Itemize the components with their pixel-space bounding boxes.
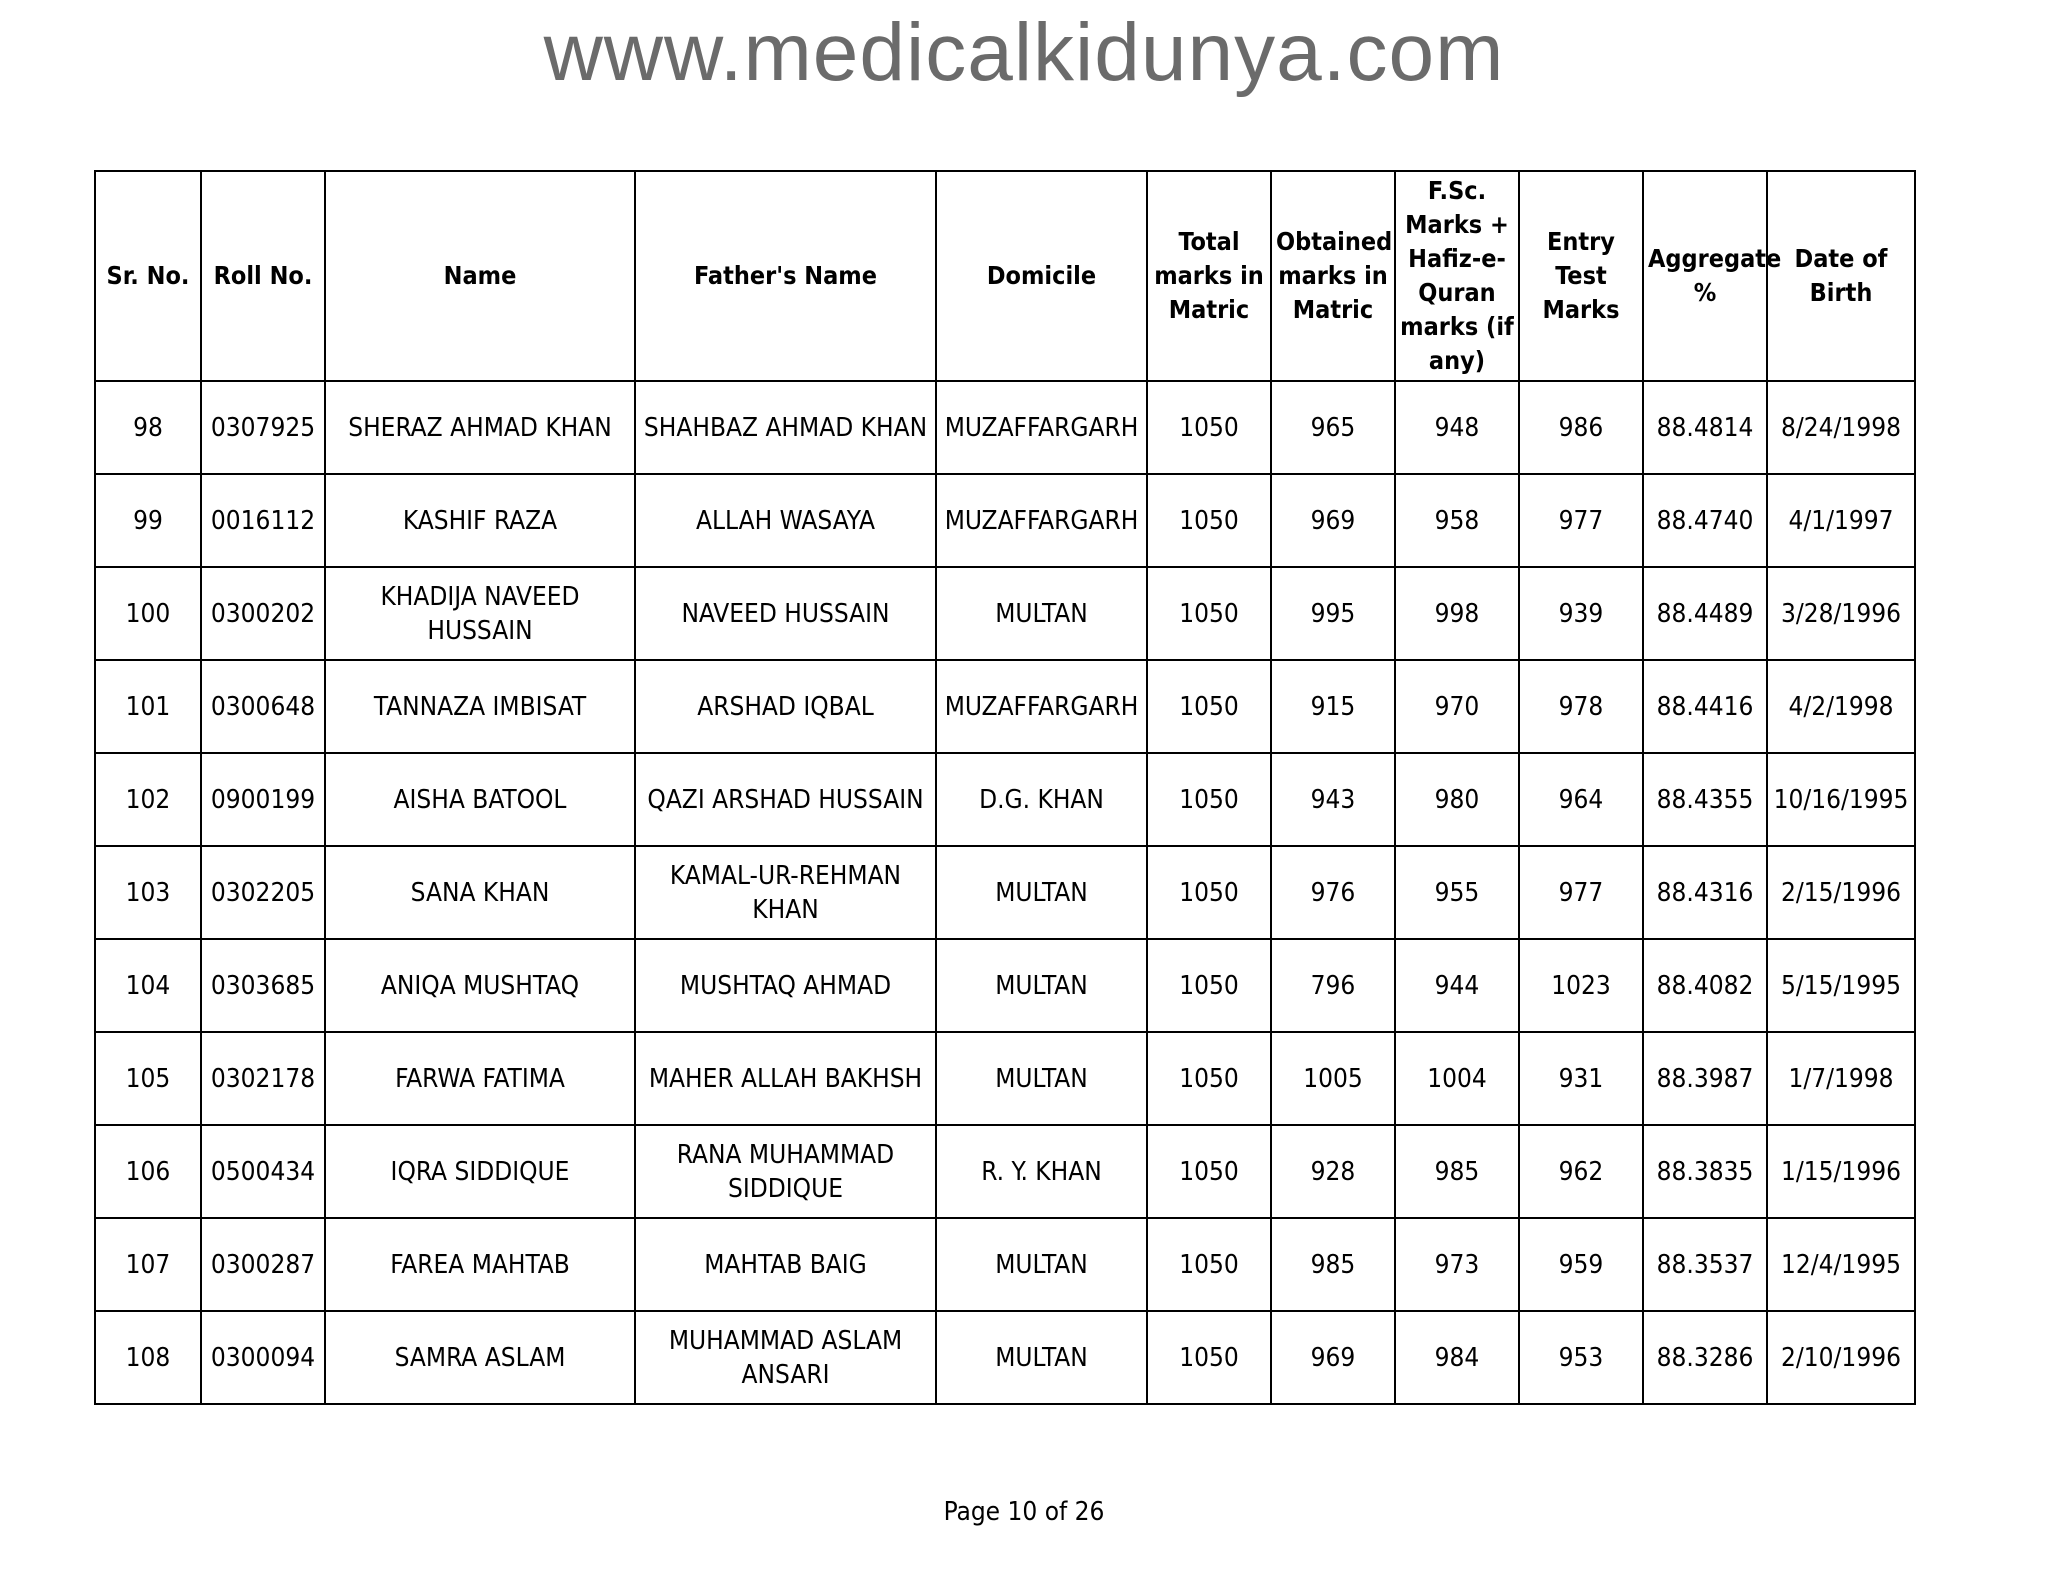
cell-roll-no: 0307925 (201, 381, 325, 474)
cell-aggregate: 88.4355 (1643, 753, 1767, 846)
cell-fsc-marks: 944 (1395, 939, 1519, 1032)
cell-roll-no: 0500434 (201, 1125, 325, 1218)
cell-obtained-matric: 976 (1271, 846, 1395, 939)
cell-aggregate: 88.3286 (1643, 1311, 1767, 1404)
cell-domicile: MULTAN (936, 567, 1147, 660)
table-row (95, 660, 1915, 753)
cell-name: SAMRA ASLAM (325, 1311, 635, 1404)
cell-obtained-matric: 965 (1271, 381, 1395, 474)
cell-sr-no: 105 (95, 1032, 201, 1125)
cell-aggregate: 88.4489 (1643, 567, 1767, 660)
cell-father-name: QAZI ARSHAD HUSSAIN (635, 753, 936, 846)
table-row (95, 846, 1915, 939)
cell-sr-no: 108 (95, 1311, 201, 1404)
cell-entry-test: 964 (1519, 753, 1643, 846)
cell-aggregate: 88.4814 (1643, 381, 1767, 474)
cell-roll-no: 0300094 (201, 1311, 325, 1404)
cell-entry-test: 978 (1519, 660, 1643, 753)
cell-aggregate: 88.4082 (1643, 939, 1767, 1032)
cell-roll-no: 0300648 (201, 660, 325, 753)
cell-name: KASHIF RAZA (325, 474, 635, 567)
table-row (95, 381, 1915, 474)
cell-fsc-marks: 958 (1395, 474, 1519, 567)
cell-sr-no: 99 (95, 474, 201, 567)
cell-aggregate: 88.3987 (1643, 1032, 1767, 1125)
cell-total-matric: 1050 (1147, 474, 1271, 567)
cell-domicile: MUZAFFARGARH (936, 381, 1147, 474)
cell-sr-no: 103 (95, 846, 201, 939)
cell-fsc-marks: 980 (1395, 753, 1519, 846)
cell-roll-no: 0302205 (201, 846, 325, 939)
cell-father-name: KAMAL-UR-REHMAN KHAN (635, 846, 936, 939)
cell-date-of-birth: 8/24/1998 (1767, 381, 1915, 474)
cell-roll-no: 0302178 (201, 1032, 325, 1125)
cell-obtained-matric: 796 (1271, 939, 1395, 1032)
page-number: Page 10 of 26 (943, 1497, 1105, 1527)
cell-father-name: ARSHAD IQBAL (635, 660, 936, 753)
cell-date-of-birth: 5/15/1995 (1767, 939, 1915, 1032)
cell-total-matric: 1050 (1147, 1125, 1271, 1218)
header-date-of-birth: Date of Birth (1767, 171, 1915, 381)
cell-entry-test: 1023 (1519, 939, 1643, 1032)
cell-total-matric: 1050 (1147, 846, 1271, 939)
watermark-url: www.medicalkidunya.com (543, 7, 1505, 98)
cell-name: AISHA BATOOL (325, 753, 635, 846)
cell-total-matric: 1050 (1147, 939, 1271, 1032)
cell-aggregate: 88.4416 (1643, 660, 1767, 753)
cell-sr-no: 106 (95, 1125, 201, 1218)
table-row (95, 1125, 1915, 1218)
cell-father-name: MUHAMMAD ASLAM ANSARI (635, 1311, 936, 1404)
cell-name: IQRA SIDDIQUE (325, 1125, 635, 1218)
cell-entry-test: 986 (1519, 381, 1643, 474)
cell-entry-test: 977 (1519, 846, 1643, 939)
cell-date-of-birth: 4/1/1997 (1767, 474, 1915, 567)
cell-name: KHADIJA NAVEED HUSSAIN (325, 567, 635, 660)
cell-total-matric: 1050 (1147, 660, 1271, 753)
cell-father-name: RANA MUHAMMAD SIDDIQUE (635, 1125, 936, 1218)
cell-total-matric: 1050 (1147, 381, 1271, 474)
cell-father-name: NAVEED HUSSAIN (635, 567, 936, 660)
cell-sr-no: 102 (95, 753, 201, 846)
cell-entry-test: 959 (1519, 1218, 1643, 1311)
header-name: Name (325, 171, 635, 381)
cell-total-matric: 1050 (1147, 1032, 1271, 1125)
cell-father-name: MUSHTAQ AHMAD (635, 939, 936, 1032)
cell-domicile: R. Y. KHAN (936, 1125, 1147, 1218)
cell-name: SANA KHAN (325, 846, 635, 939)
header-sr-no: Sr. No. (95, 171, 201, 381)
cell-sr-no: 98 (95, 381, 201, 474)
cell-name: ANIQA MUSHTAQ (325, 939, 635, 1032)
table-row (95, 567, 1915, 660)
cell-fsc-marks: 948 (1395, 381, 1519, 474)
table-row (95, 474, 1915, 567)
cell-aggregate: 88.4316 (1643, 846, 1767, 939)
cell-father-name: MAHER ALLAH BAKHSH (635, 1032, 936, 1125)
cell-aggregate: 88.3537 (1643, 1218, 1767, 1311)
cell-name: SHERAZ AHMAD KHAN (325, 381, 635, 474)
cell-sr-no: 104 (95, 939, 201, 1032)
cell-total-matric: 1050 (1147, 1218, 1271, 1311)
header-obtained-matric: Obtained marks in Matric (1271, 171, 1395, 381)
table-row (95, 753, 1915, 846)
header-total-matric: Total marks in Matric (1147, 171, 1271, 381)
cell-date-of-birth: 2/15/1996 (1767, 846, 1915, 939)
header-domicile: Domicile (936, 171, 1147, 381)
cell-father-name: ALLAH WASAYA (635, 474, 936, 567)
table-header-row (95, 171, 1915, 381)
cell-domicile: MULTAN (936, 1311, 1147, 1404)
cell-domicile: D.G. KHAN (936, 753, 1147, 846)
cell-aggregate: 88.3835 (1643, 1125, 1767, 1218)
cell-date-of-birth: 1/7/1998 (1767, 1032, 1915, 1125)
cell-date-of-birth: 12/4/1995 (1767, 1218, 1915, 1311)
header-fsc-marks: F.Sc. Marks + Hafiz-e-Quran marks (if any) (1395, 171, 1519, 381)
cell-total-matric: 1050 (1147, 1311, 1271, 1404)
cell-obtained-matric: 969 (1271, 474, 1395, 567)
cell-name: FAREA MAHTAB (325, 1218, 635, 1311)
header-roll-no: Roll No. (201, 171, 325, 381)
cell-domicile: MUZAFFARGARH (936, 474, 1147, 567)
cell-roll-no: 0300287 (201, 1218, 325, 1311)
cell-obtained-matric: 1005 (1271, 1032, 1395, 1125)
cell-roll-no: 0900199 (201, 753, 325, 846)
cell-father-name: SHAHBAZ AHMAD KHAN (635, 381, 936, 474)
cell-entry-test: 953 (1519, 1311, 1643, 1404)
cell-entry-test: 939 (1519, 567, 1643, 660)
cell-obtained-matric: 995 (1271, 567, 1395, 660)
cell-name: TANNAZA IMBISAT (325, 660, 635, 753)
cell-date-of-birth: 3/28/1996 (1767, 567, 1915, 660)
header-aggregate: Aggregate % (1643, 171, 1767, 381)
cell-fsc-marks: 998 (1395, 567, 1519, 660)
cell-obtained-matric: 943 (1271, 753, 1395, 846)
cell-date-of-birth: 1/15/1996 (1767, 1125, 1915, 1218)
cell-total-matric: 1050 (1147, 753, 1271, 846)
cell-fsc-marks: 973 (1395, 1218, 1519, 1311)
cell-name: FARWA FATIMA (325, 1032, 635, 1125)
header-entry-test: Entry Test Marks (1519, 171, 1643, 381)
cell-fsc-marks: 955 (1395, 846, 1519, 939)
table-row (95, 1218, 1915, 1311)
cell-total-matric: 1050 (1147, 567, 1271, 660)
table-row (95, 1311, 1915, 1404)
cell-obtained-matric: 985 (1271, 1218, 1395, 1311)
table-row (95, 939, 1915, 1032)
cell-domicile: MUZAFFARGARH (936, 660, 1147, 753)
cell-fsc-marks: 985 (1395, 1125, 1519, 1218)
cell-date-of-birth: 4/2/1998 (1767, 660, 1915, 753)
cell-date-of-birth: 10/16/1995 (1767, 753, 1915, 846)
cell-obtained-matric: 969 (1271, 1311, 1395, 1404)
cell-roll-no: 0300202 (201, 567, 325, 660)
table-row (95, 1032, 1915, 1125)
cell-fsc-marks: 970 (1395, 660, 1519, 753)
cell-entry-test: 931 (1519, 1032, 1643, 1125)
cell-fsc-marks: 984 (1395, 1311, 1519, 1404)
merit-list-table (94, 170, 1916, 1405)
cell-roll-no: 0016112 (201, 474, 325, 567)
cell-obtained-matric: 928 (1271, 1125, 1395, 1218)
cell-sr-no: 100 (95, 567, 201, 660)
cell-date-of-birth: 2/10/1996 (1767, 1311, 1915, 1404)
cell-entry-test: 977 (1519, 474, 1643, 567)
cell-domicile: MULTAN (936, 1218, 1147, 1311)
cell-father-name: MAHTAB BAIG (635, 1218, 936, 1311)
cell-sr-no: 107 (95, 1218, 201, 1311)
cell-entry-test: 962 (1519, 1125, 1643, 1218)
header-father-name: Father's Name (635, 171, 936, 381)
cell-aggregate: 88.4740 (1643, 474, 1767, 567)
cell-domicile: MULTAN (936, 939, 1147, 1032)
cell-obtained-matric: 915 (1271, 660, 1395, 753)
cell-sr-no: 101 (95, 660, 201, 753)
cell-domicile: MULTAN (936, 1032, 1147, 1125)
cell-roll-no: 0303685 (201, 939, 325, 1032)
cell-domicile: MULTAN (936, 846, 1147, 939)
cell-fsc-marks: 1004 (1395, 1032, 1519, 1125)
